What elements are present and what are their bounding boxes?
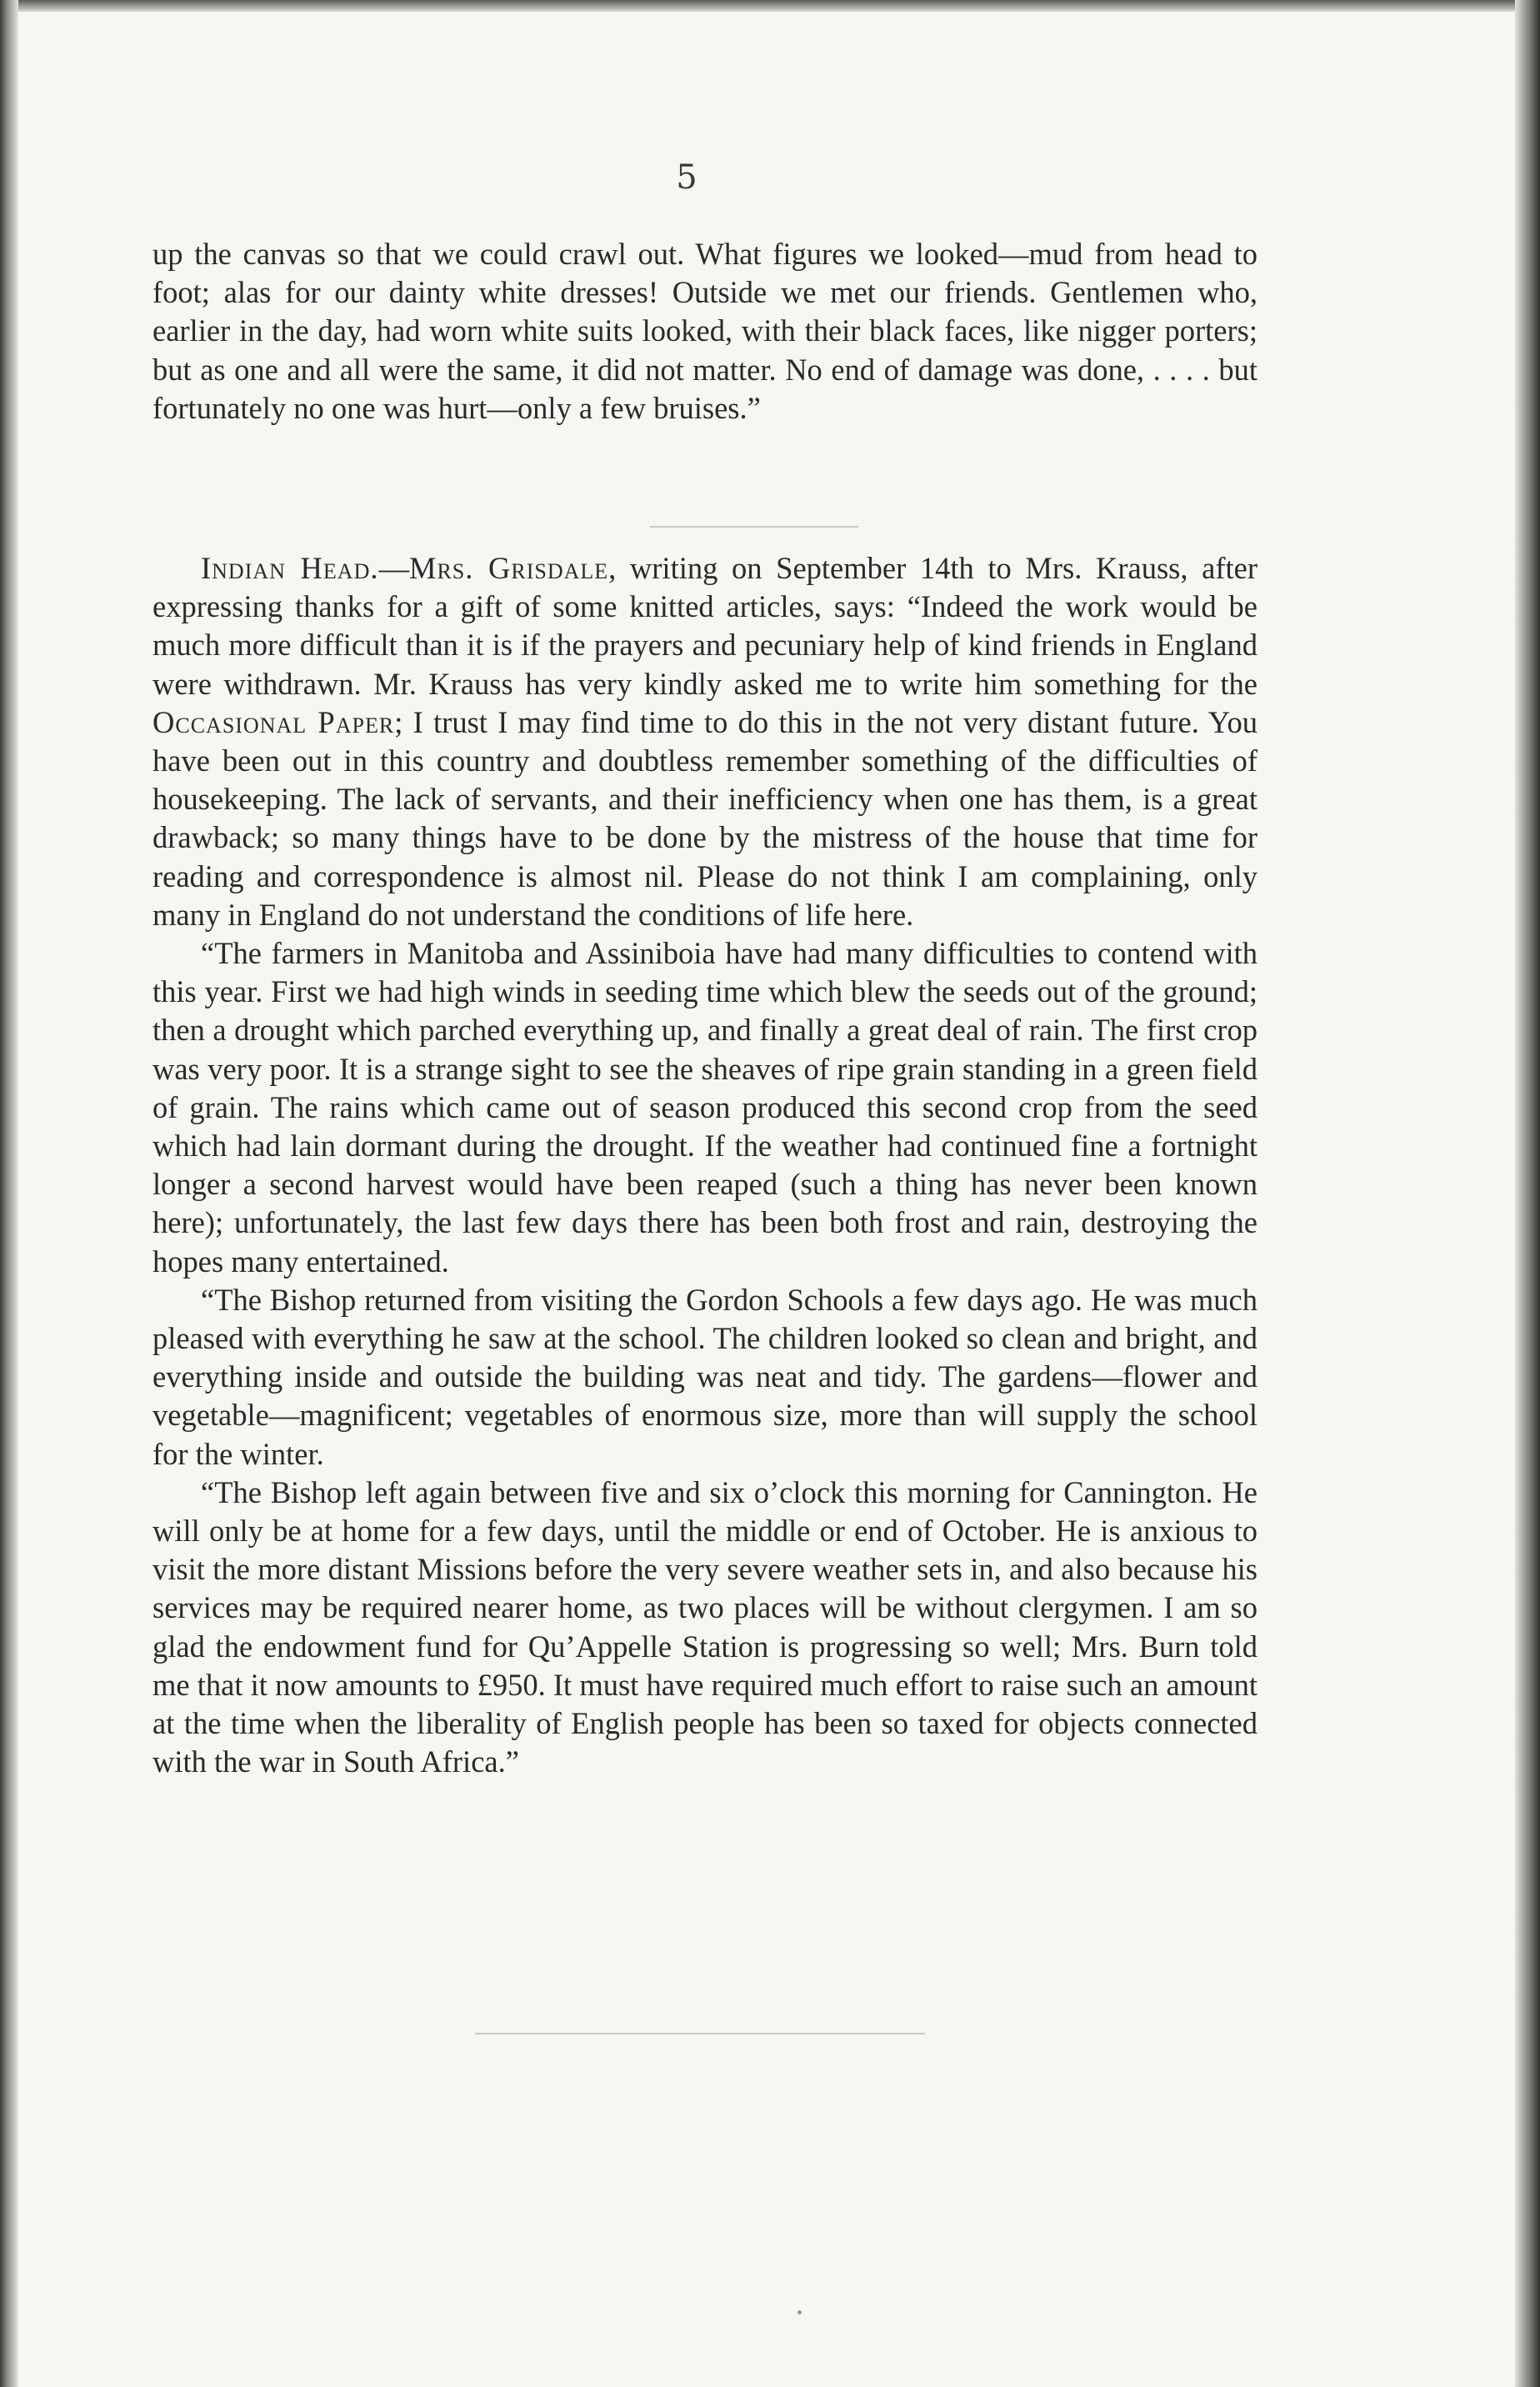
continuation-text: up the canvas so that we could crawl out. What figures we looked—mud from head to foot; alas for our dainty white dresses! Outside we met our friends. Gentlemen who, earlier in the day, had worn white suits looked, with their black faces, like nigger porters; but as one and all were the same, it did not matter. No end of damage was done, . . . . but fortunately no one was hurt—only a few bruises.”: [152, 237, 1258, 425]
publication-name: Occasional Paper: [152, 704, 395, 739]
page-number: 5: [676, 158, 698, 197]
letter-rest: ; I trust I may find time to do this in the not very distant future. You have been out in this country and doubtless remember something of the difficulties of housekeeping. The lack of servants, and their inefficiency when one has them, is a great drawback; so many things have to be done by the mistress of the house that time for reading and correspondence is almost nil. Please do not think I am complaining, only many in England do not understand the conditions of life here.: [152, 704, 1258, 932]
letter-paragraph-bishop-left: “The Bishop left again between five and six o’clock this morning for Cannington. He will only be at home for a few days, until the middle or end of October. He is anxious to visit the more distant Missions before the very severe weather sets in, and also because his services may be required nearer home, as two places will be without clergymen. I am so glad the endowment fund for Qu’Appelle Station is progressing so well; Mrs. Burn told me that it now amounts to £950. It must have required much effort to raise such an amount at the time when the liberality of English people has been so taxed for objects connected with the war in South Africa.”: [152, 1474, 1258, 1779]
page-left-edge: [0, 0, 18, 2387]
page-top-edge: [0, 0, 1540, 12]
section-divider: [650, 526, 858, 528]
letter-opening-paragraph: [152, 549, 1258, 934]
heading-dash: —: [378, 551, 409, 585]
letter-paragraph-farmers: “The farmers in Manitoba and Assiniboia have had many difficulties to contend with this year. First we had high winds in seeding time which blew the seeds out of the ground; then a drought which parched everything up, and finally a great deal of rain. The first crop was very poor. It is a strange sight to see the sheaves of ripe grain standing in a green field of grain. The rains which came out of season produced this second crop from the seed which had lain dormant during the drought. If the weather had continued fine a fortnight longer a second harvest would have been reaped (such a thing has never been known here); unfortunately, the last few days there has been both frost and rain, destroying the hopes many entertained.: [152, 936, 1258, 1279]
letter-paragraph-bishop-returned: “The Bishop returned from visiting the Gordon Schools a few days ago. He was much pleased with everything he saw at the school. The children looked so clean and bright, and everything inside and outside the building was neat and tidy. The gardens—flower and vegetable—magnificent; vegetables of enormous size, more than will supply the school for the winter.: [152, 1282, 1258, 1471]
continuation-paragraph: [152, 235, 1258, 428]
letter-intro: , writing on September 14th to Mrs. Krauss, after expressing thanks for a gift of some knitted articles, says: “Indeed the work would be much more difficult than it is if the prayers and pecuniary help of kind friends in England were withdrawn. Mr. Krauss has very kindly asked me to write him something for the: [152, 551, 1258, 701]
letter-section: [152, 549, 1258, 1782]
writer-name: Mrs. Grisdale: [408, 551, 609, 585]
end-rule: [475, 2033, 925, 2034]
scan-speck: [798, 2310, 802, 2314]
place-heading: Indian Head.: [201, 551, 379, 585]
page-right-edge: [1515, 0, 1540, 2387]
